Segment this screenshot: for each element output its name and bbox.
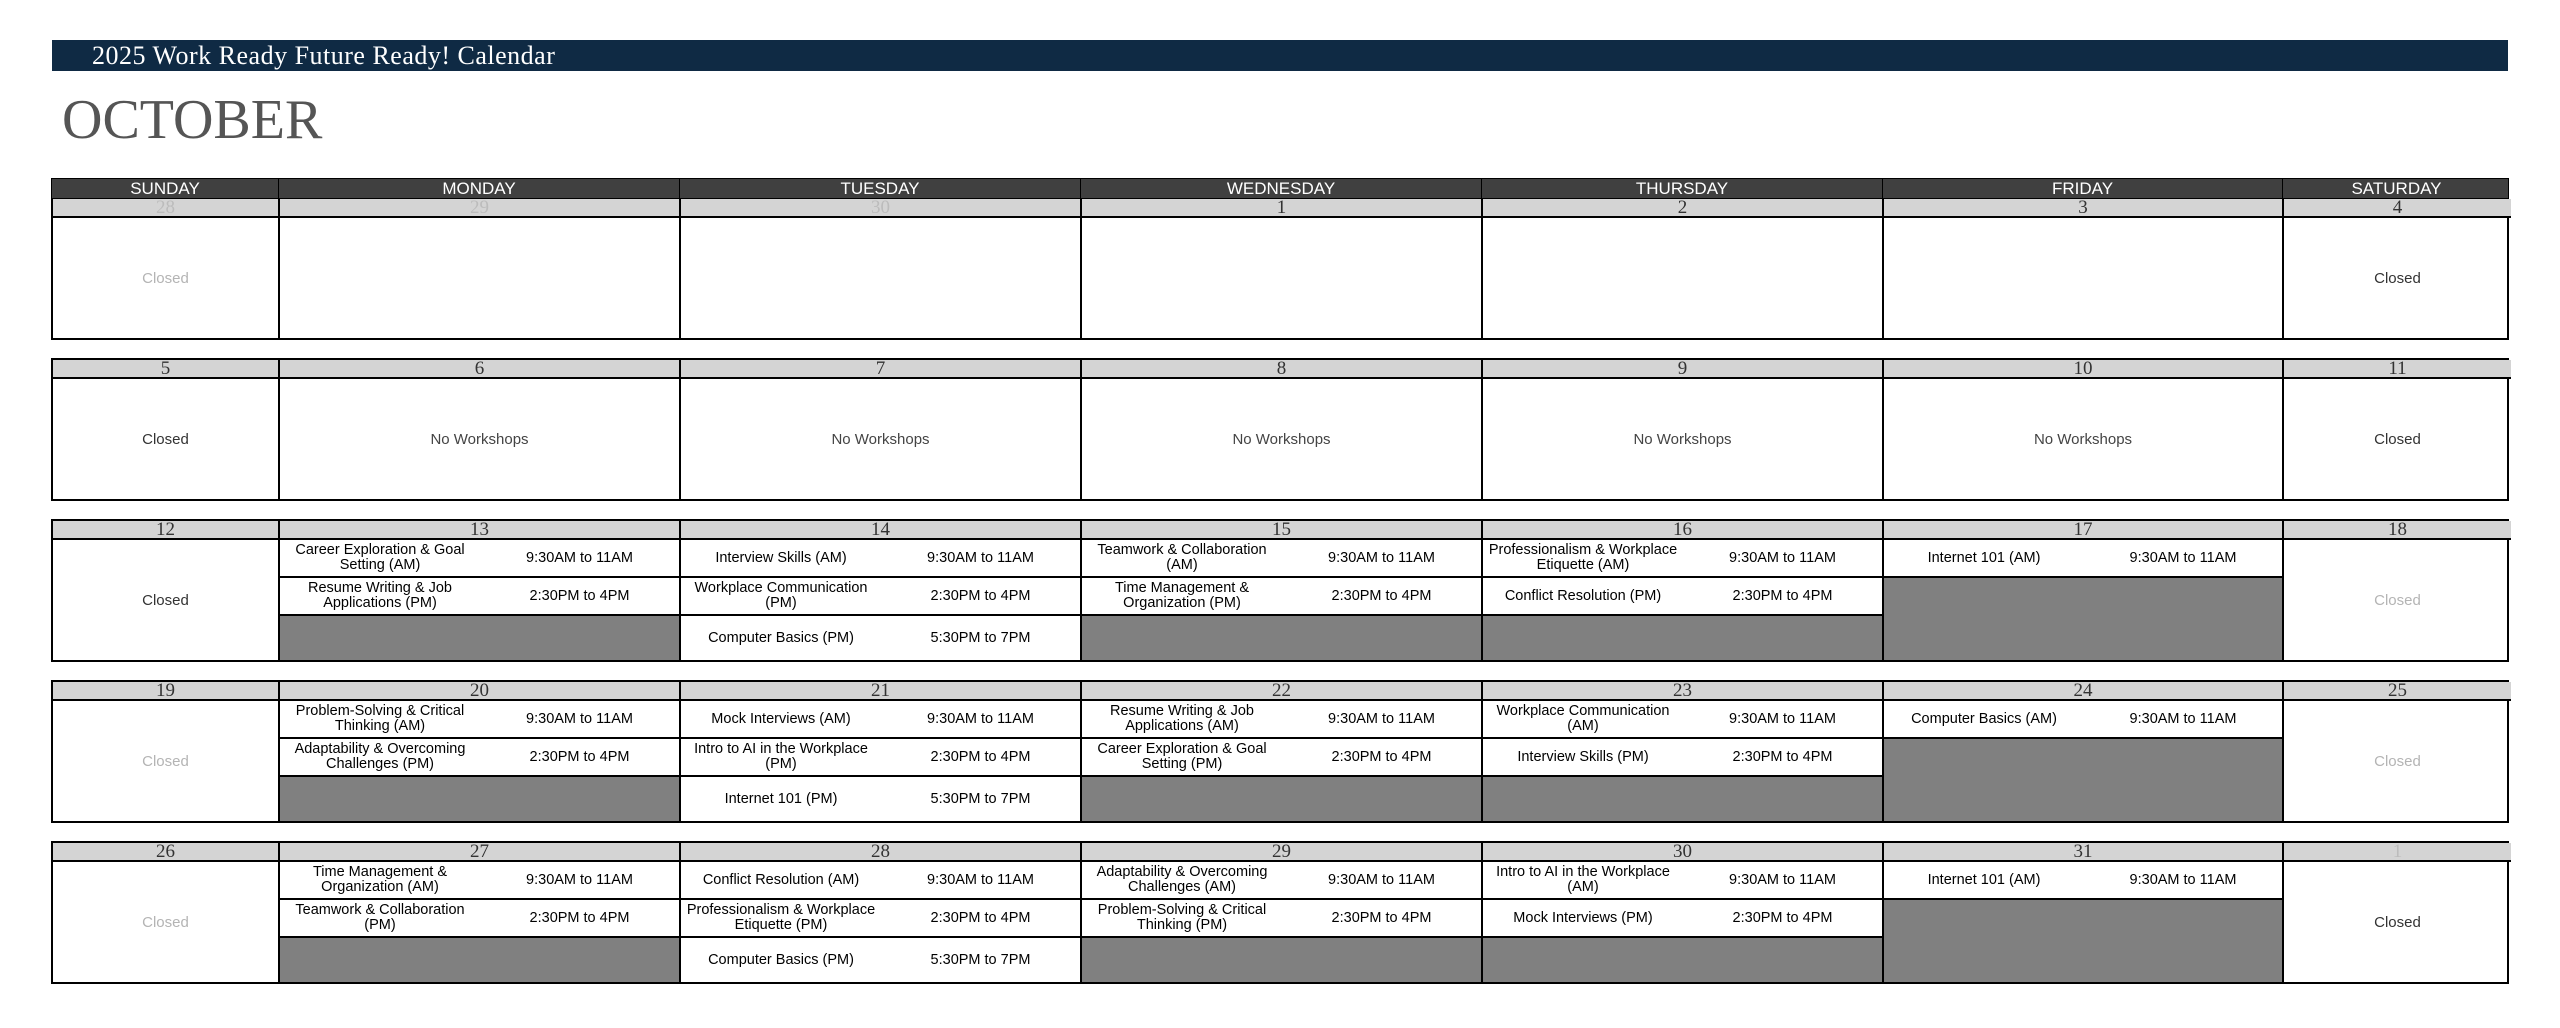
workshop-name: Professionalism & Workplace Etiquette (PM) xyxy=(686,902,876,933)
day-number: 29 xyxy=(280,199,679,218)
session-list xyxy=(1082,540,1481,660)
day-body xyxy=(280,379,679,499)
week-row xyxy=(51,519,2509,662)
unused-slot-shading xyxy=(1884,739,2282,821)
day-body xyxy=(1884,218,2282,338)
day-cell xyxy=(53,521,280,660)
workshop-time: 2:30PM to 4PM xyxy=(930,588,1031,604)
day-body xyxy=(2284,379,2511,499)
workshop-session xyxy=(1082,701,1481,739)
weekday-wednesday: WEDNESDAY xyxy=(1081,179,1482,198)
workshop-session xyxy=(280,739,679,777)
day-number: 30 xyxy=(681,199,1080,218)
day-cell xyxy=(280,199,681,338)
weekday-thursday: THURSDAY xyxy=(1482,179,1883,198)
workshop-name: Problem-Solving & Critical Thinking (AM) xyxy=(295,703,465,734)
week-row xyxy=(51,680,2509,823)
workshop-session xyxy=(681,616,1080,660)
workshop-session xyxy=(681,862,1080,900)
day-cell xyxy=(1884,360,2284,499)
workshop-time: 9:30AM to 11AM xyxy=(1729,550,1836,566)
workshop-time: 9:30AM to 11AM xyxy=(927,550,1034,566)
day-number: 13 xyxy=(280,521,679,540)
day-number: 1 xyxy=(2284,843,2511,862)
day-number: 8 xyxy=(1082,360,1481,379)
day-number: 29 xyxy=(1082,843,1481,862)
day-cell xyxy=(1884,682,2284,821)
workshop-name: Internet 101 (AM) xyxy=(1927,549,2041,566)
workshop-session xyxy=(681,540,1080,578)
workshop-time: 2:30PM to 4PM xyxy=(529,749,630,765)
workshop-name: Intro to AI in the Workplace (PM) xyxy=(694,741,868,772)
session-list xyxy=(1082,701,1481,821)
workshop-time: 5:30PM to 7PM xyxy=(930,791,1031,807)
session-list xyxy=(1884,701,2282,821)
workshop-time: 2:30PM to 4PM xyxy=(1331,749,1432,765)
day-number: 17 xyxy=(1884,521,2282,540)
workshop-session xyxy=(681,777,1080,821)
day-cell xyxy=(2284,682,2511,821)
day-number: 18 xyxy=(2284,521,2511,540)
session-list xyxy=(681,701,1080,821)
day-number: 16 xyxy=(1483,521,1882,540)
session-list xyxy=(280,701,679,821)
session-list xyxy=(681,862,1080,982)
day-cell xyxy=(280,521,681,660)
day-cell xyxy=(1082,682,1483,821)
workshop-session xyxy=(1082,739,1481,777)
calendar-title-bar xyxy=(52,40,2508,71)
day-number: 10 xyxy=(1884,360,2282,379)
workshop-session xyxy=(1884,540,2282,578)
workshop-name: Intro to AI in the Workplace (AM) xyxy=(1496,864,1670,895)
day-body xyxy=(2284,701,2511,821)
workshop-name: Career Exploration & Goal Setting (PM) xyxy=(1097,741,1267,772)
workshop-session xyxy=(1483,900,1882,938)
day-body xyxy=(1483,218,1882,338)
day-number: 23 xyxy=(1483,682,1882,701)
workshop-name: Teamwork & Collaboration (PM) xyxy=(295,902,465,933)
workshop-name: Adaptability & Overcoming Challenges (PM) xyxy=(294,741,466,772)
day-body xyxy=(53,379,278,499)
day-cell xyxy=(681,682,1082,821)
day-number: 21 xyxy=(681,682,1080,701)
session-list xyxy=(1884,540,2282,660)
unused-slot-shading xyxy=(1082,938,1481,982)
workshop-session xyxy=(1483,701,1882,739)
workshop-time: 9:30AM to 11AM xyxy=(526,872,633,888)
session-list xyxy=(1082,862,1481,982)
weeks-container xyxy=(51,198,2509,984)
day-cell xyxy=(1884,199,2284,338)
day-cell xyxy=(1082,521,1483,660)
day-body xyxy=(1483,379,1882,499)
workshop-name: Conflict Resolution (PM) xyxy=(1504,587,1662,604)
day-cell xyxy=(681,521,1082,660)
workshop-session xyxy=(1483,540,1882,578)
day-cell xyxy=(2284,199,2511,338)
day-body xyxy=(1082,218,1481,338)
workshop-time: 9:30AM to 11AM xyxy=(526,550,633,566)
day-cell xyxy=(681,360,1082,499)
day-cell xyxy=(681,843,1082,982)
workshop-name: Time Management & Organization (AM) xyxy=(312,864,448,895)
workshop-time: 9:30AM to 11AM xyxy=(2129,711,2237,727)
session-list xyxy=(280,862,679,982)
day-number: 3 xyxy=(1884,199,2282,218)
day-cell xyxy=(1884,521,2284,660)
workshop-time: 9:30AM to 11AM xyxy=(2129,550,2237,566)
unused-slot-shading xyxy=(1483,938,1882,982)
workshop-session xyxy=(1082,578,1481,616)
workshop-session xyxy=(681,739,1080,777)
day-cell xyxy=(53,360,280,499)
day-cell xyxy=(1082,199,1483,338)
unused-slot-shading xyxy=(280,938,679,982)
day-cell xyxy=(1082,360,1483,499)
session-list xyxy=(1483,862,1882,982)
workshop-session xyxy=(1483,739,1882,777)
day-cell xyxy=(1483,360,1884,499)
workshop-time: 9:30AM to 11AM xyxy=(1328,550,1435,566)
day-body xyxy=(53,862,278,982)
day-cell xyxy=(53,682,280,821)
day-cell xyxy=(2284,843,2511,982)
day-body xyxy=(1082,379,1481,499)
workshop-session xyxy=(280,578,679,616)
workshop-time: 9:30AM to 11AM xyxy=(1729,872,1836,888)
weekday-tuesday: TUESDAY xyxy=(680,179,1081,198)
day-number: 28 xyxy=(681,843,1080,862)
day-number: 30 xyxy=(1483,843,1882,862)
workshop-session xyxy=(280,900,679,938)
workshop-session xyxy=(280,862,679,900)
day-number: 11 xyxy=(2284,360,2511,379)
closed-label: Closed xyxy=(2374,752,2421,770)
workshop-name: Time Management & Organization (PM) xyxy=(1114,580,1250,611)
workshop-session xyxy=(681,701,1080,739)
workshop-time: 2:30PM to 4PM xyxy=(1732,749,1833,765)
workshop-name: Mock Interviews (PM) xyxy=(1513,909,1653,926)
week-row xyxy=(51,358,2509,501)
unused-slot-shading xyxy=(280,616,679,660)
day-number: 27 xyxy=(280,843,679,862)
unused-slot-shading xyxy=(1483,777,1882,821)
workshop-session xyxy=(681,578,1080,616)
day-number: 31 xyxy=(1884,843,2282,862)
day-body xyxy=(1884,379,2282,499)
unused-slot-shading xyxy=(1082,777,1481,821)
workshop-name: Internet 101 (AM) xyxy=(1927,871,2041,888)
workshop-name: Adaptability & Overcoming Challenges (AM) xyxy=(1096,864,1268,895)
calendar-grid xyxy=(51,178,2509,984)
workshop-name: Internet 101 (PM) xyxy=(724,790,838,807)
day-cell xyxy=(2284,521,2511,660)
workshop-time: 2:30PM to 4PM xyxy=(1331,910,1432,926)
no-workshops-label: No Workshops xyxy=(2033,430,2133,448)
unused-slot-shading xyxy=(280,777,679,821)
week-row xyxy=(51,198,2509,340)
day-number: 25 xyxy=(2284,682,2511,701)
day-number: 12 xyxy=(53,521,278,540)
closed-label: Closed xyxy=(2374,269,2421,287)
workshop-session xyxy=(1082,540,1481,578)
session-list xyxy=(1884,862,2282,982)
workshop-time: 2:30PM to 4PM xyxy=(930,910,1031,926)
workshop-name: Workplace Communication (AM) xyxy=(1496,703,1670,734)
workshop-time: 2:30PM to 4PM xyxy=(930,749,1031,765)
workshop-time: 5:30PM to 7PM xyxy=(930,952,1031,968)
workshop-name: Interview Skills (AM) xyxy=(715,549,847,566)
unused-slot-shading xyxy=(1483,616,1882,660)
day-cell xyxy=(53,843,280,982)
day-cell xyxy=(1082,843,1483,982)
closed-label: Closed xyxy=(142,430,189,448)
day-cell xyxy=(1884,843,2284,982)
day-number: 1 xyxy=(1082,199,1481,218)
closed-label: Closed xyxy=(2374,430,2421,448)
workshop-name: Computer Basics (AM) xyxy=(1911,710,2057,727)
workshop-name: Interview Skills (PM) xyxy=(1517,748,1649,765)
closed-label: Closed xyxy=(142,591,189,609)
day-number: 7 xyxy=(681,360,1080,379)
workshop-session xyxy=(1082,900,1481,938)
workshop-time: 9:30AM to 11AM xyxy=(927,711,1034,727)
workshop-session xyxy=(1483,578,1882,616)
no-workshops-label: No Workshops xyxy=(1232,430,1331,448)
weekday-saturday: SATURDAY xyxy=(2351,179,2442,198)
workshop-name: Conflict Resolution (AM) xyxy=(702,871,860,888)
day-cell xyxy=(1483,843,1884,982)
session-list xyxy=(681,540,1080,660)
workshop-time: 2:30PM to 4PM xyxy=(1732,910,1833,926)
workshop-name: Computer Basics (PM) xyxy=(708,629,854,646)
closed-label: Closed xyxy=(142,913,189,931)
no-workshops-label: No Workshops xyxy=(831,430,930,448)
day-body xyxy=(2284,862,2511,982)
workshop-time: 5:30PM to 7PM xyxy=(930,630,1031,646)
no-workshops-label: No Workshops xyxy=(430,430,529,448)
workshop-session xyxy=(280,540,679,578)
day-cell xyxy=(681,199,1082,338)
day-number: 15 xyxy=(1082,521,1481,540)
workshop-time: 2:30PM to 4PM xyxy=(1732,588,1833,604)
workshop-session xyxy=(1483,862,1882,900)
workshop-time: 2:30PM to 4PM xyxy=(529,910,630,926)
session-list xyxy=(1483,701,1882,821)
day-cell xyxy=(1483,682,1884,821)
workshop-name: Workplace Communication (PM) xyxy=(694,580,868,611)
calendar-title: 2025 Work Ready Future Ready! Calendar xyxy=(92,41,556,70)
week-row xyxy=(51,841,2509,984)
workshop-name: Career Exploration & Goal Setting (AM) xyxy=(295,542,465,573)
day-number: 4 xyxy=(2284,199,2511,218)
workshop-time: 2:30PM to 4PM xyxy=(1331,588,1432,604)
unused-slot-shading xyxy=(1884,900,2282,982)
weekday-monday: MONDAY xyxy=(279,179,680,198)
weekday-header-row xyxy=(51,178,2509,198)
closed-label: Closed xyxy=(142,269,189,287)
workshop-time: 9:30AM to 11AM xyxy=(2129,872,2237,888)
workshop-time: 9:30AM to 11AM xyxy=(1328,711,1435,727)
day-body xyxy=(53,218,278,338)
day-number: 22 xyxy=(1082,682,1481,701)
workshop-time: 2:30PM to 4PM xyxy=(529,588,630,604)
day-body xyxy=(280,218,679,338)
workshop-name: Professionalism & Workplace Etiquette (AM) xyxy=(1488,542,1678,573)
day-number: 20 xyxy=(280,682,679,701)
day-body xyxy=(681,218,1080,338)
weekday-sunday: SUNDAY xyxy=(52,179,279,198)
day-body xyxy=(681,379,1080,499)
day-body xyxy=(2284,540,2511,660)
workshop-time: 9:30AM to 11AM xyxy=(1729,711,1836,727)
no-workshops-label: No Workshops xyxy=(1633,430,1732,448)
day-body xyxy=(53,701,278,821)
day-body xyxy=(2284,218,2511,338)
day-cell xyxy=(280,682,681,821)
day-number: 26 xyxy=(53,843,278,862)
workshop-session xyxy=(681,900,1080,938)
workshop-time: 9:30AM to 11AM xyxy=(927,872,1034,888)
session-list xyxy=(1483,540,1882,660)
unused-slot-shading xyxy=(1082,616,1481,660)
workshop-session xyxy=(1884,701,2282,739)
unused-slot-shading xyxy=(1884,578,2282,660)
day-cell xyxy=(280,843,681,982)
workshop-time: 9:30AM to 11AM xyxy=(1328,872,1435,888)
day-number: 14 xyxy=(681,521,1080,540)
day-body xyxy=(53,540,278,660)
workshop-session xyxy=(1884,862,2282,900)
workshop-session xyxy=(1082,862,1481,900)
day-cell xyxy=(280,360,681,499)
day-number: 19 xyxy=(53,682,278,701)
workshop-name: Computer Basics (PM) xyxy=(708,951,854,968)
day-number: 28 xyxy=(53,199,278,218)
closed-label: Closed xyxy=(142,752,189,770)
workshop-name: Mock Interviews (AM) xyxy=(711,710,851,727)
day-number: 2 xyxy=(1483,199,1882,218)
month-heading: OCTOBER xyxy=(62,89,323,151)
workshop-name: Resume Writing & Job Applications (AM) xyxy=(1110,703,1254,734)
day-cell xyxy=(53,199,280,338)
day-cell xyxy=(2284,360,2511,499)
day-cell xyxy=(1483,521,1884,660)
day-number: 24 xyxy=(1884,682,2282,701)
closed-label: Closed xyxy=(2374,913,2421,931)
day-number: 5 xyxy=(53,360,278,379)
workshop-name: Problem-Solving & Critical Thinking (PM) xyxy=(1097,902,1267,933)
workshop-name: Teamwork & Collaboration (AM) xyxy=(1097,542,1267,573)
workshop-name: Resume Writing & Job Applications (PM) xyxy=(308,580,452,611)
weekday-friday: FRIDAY xyxy=(1883,179,2283,198)
session-list xyxy=(280,540,679,660)
closed-label: Closed xyxy=(2374,591,2421,609)
day-number: 6 xyxy=(280,360,679,379)
workshop-session xyxy=(681,938,1080,982)
workshop-time: 9:30AM to 11AM xyxy=(526,711,633,727)
day-number: 9 xyxy=(1483,360,1882,379)
day-cell xyxy=(1483,199,1884,338)
workshop-session xyxy=(280,701,679,739)
